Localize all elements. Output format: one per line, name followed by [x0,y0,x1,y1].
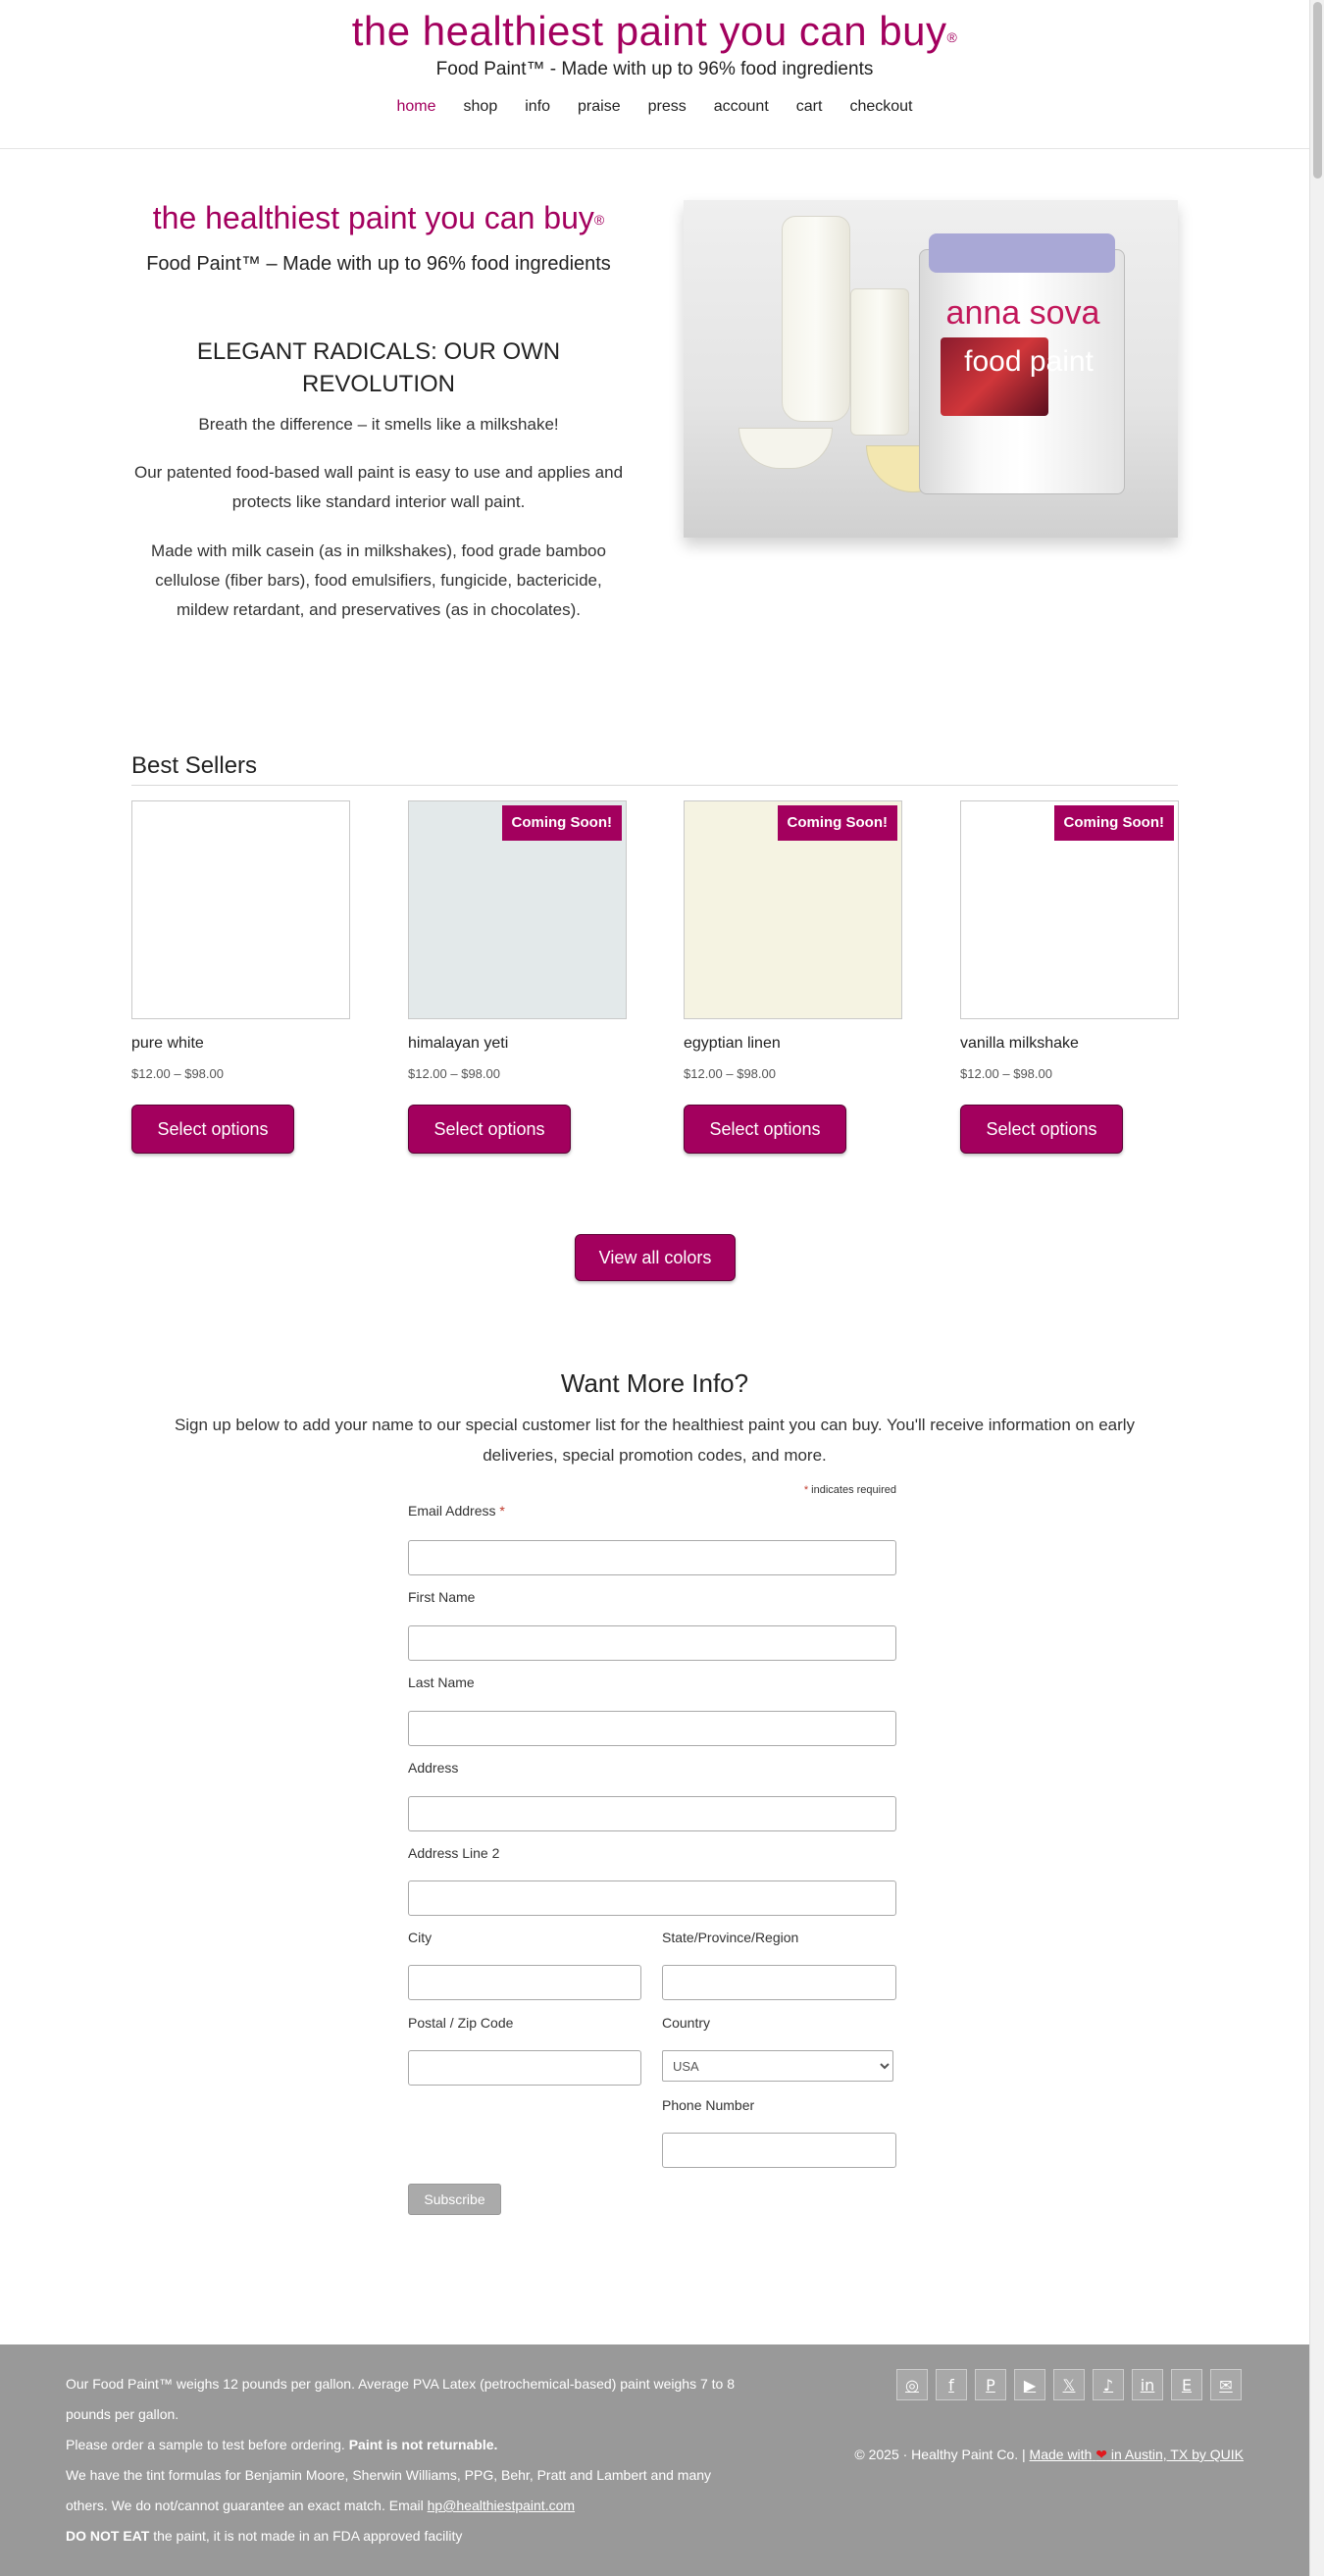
scrollbar-thumb[interactable] [1313,2,1322,179]
product-price: $12.00 – $98.00 [960,1066,1052,1081]
site-title[interactable] [0,8,1309,55]
etsy-icon[interactable]: E [1171,2369,1202,2400]
best-sellers-divider [131,785,1178,786]
nav-press[interactable]: press [647,98,687,115]
product-swatch[interactable] [131,800,350,1019]
hero-registered-mark: ® [593,212,605,228]
phone-label: Phone Number [662,2097,755,2113]
social-links [896,2369,1242,2400]
made-with-text: Made with [1029,2447,1093,2462]
email-label [408,1503,505,1519]
required-note-text: indicates required [811,1484,896,1496]
nav-checkout[interactable]: checkout [849,98,913,115]
first-name-field[interactable] [408,1625,896,1661]
zip-field[interactable] [408,2050,641,2086]
product-name[interactable]: vanilla milkshake [960,1035,1079,1052]
coming-soon-badge: Coming Soon! [778,805,897,841]
main-nav [0,98,1309,116]
milk-carafe [782,216,850,422]
hero-heading: ELEGANT RADICALS: OUR OWN REVOLUTION [196,338,561,397]
signup-description: Sign up below to add your name to our special customer list for the healthiest paint you can buy. You'll receive information on early deliveries, special promotion codes, and more. [174,1416,1136,1465]
hero-subtitle: Food Paint™ – Made with up to 96% food ingredients [146,253,611,275]
footer-weight-note: Our Food Paint™ weighs 12 pounds per gallon. Average PVA Latex (petrochemical-based) paint weighs 7 to 8 pounds per gallon. [66,2376,736,2422]
copyright-text: © 2025 · Healthy Paint Co. | [854,2447,1026,2462]
nav-account[interactable]: account [713,98,769,115]
phone-field[interactable] [662,2133,896,2168]
product-card [960,800,1179,1154]
product-price: $12.00 – $98.00 [131,1066,224,1081]
site-header [0,0,1309,149]
pinterest-icon[interactable]: P [975,2369,1006,2400]
address-field[interactable] [408,1796,896,1831]
coming-soon-badge: Coming Soon! [1054,805,1174,841]
x-icon[interactable]: 𝕏 [1053,2369,1085,2400]
product-name[interactable]: pure white [131,1035,204,1052]
hero-paragraph-2: Our patented food-based wall paint is easy to use and applies and protects like standard interior wall paint. [133,463,624,511]
footer-text [66,2369,752,2551]
product-card [684,800,902,1154]
hero-paragraph-3: Made with milk casein (as in milkshakes), food grade bamboo cellulose (fiber bars), food emulsifiers, fungicide, bactericide, mildew retardant, and preservatives (as in chocolates). [151,541,606,619]
view-all-colors-button[interactable]: View all colors [575,1234,736,1281]
select-options-button[interactable]: Select options [684,1105,846,1154]
select-options-button[interactable]: Select options [960,1105,1123,1154]
product-name[interactable]: himalayan yeti [408,1035,509,1052]
city-field[interactable] [408,1965,641,2000]
footer-do-not-eat: DO NOT EAT [66,2528,150,2544]
can-brand-text: anna sova [945,294,1100,332]
hero-title [131,200,626,236]
footer-email-link[interactable]: hp@healthiestpaint.com [427,2498,576,2513]
email-field[interactable] [408,1540,896,1575]
product-swatch[interactable] [960,800,1179,1019]
vertical-scrollbar[interactable] [1309,0,1324,2576]
footer-do-not-eat-note [66,2521,752,2551]
signup-title: Want More Info? [560,1368,749,1398]
first-name-label: First Name [408,1589,476,1605]
address-line-2-field[interactable] [408,1880,896,1916]
registered-mark: ® [946,29,958,45]
footer-fda-text: the paint, it is not made in an FDA approved facility [153,2528,463,2544]
linkedin-icon[interactable]: in [1132,2369,1163,2400]
product-price: $12.00 – $98.00 [408,1066,500,1081]
facebook-icon[interactable]: f [936,2369,967,2400]
site-title-text[interactable]: the healthiest paint you can buy [351,8,947,54]
last-name-field[interactable] [408,1711,896,1746]
footer-tint-note [66,2460,752,2521]
footer-return-note [66,2430,752,2460]
hero-product-image [684,200,1178,538]
product-card [131,800,350,1154]
made-with-link[interactable] [1030,2447,1244,2462]
city-label: City [408,1930,433,1945]
site-tagline: Food Paint™ - Made with up to 96% food ingredients [435,59,874,79]
email-icon[interactable]: ✉ [1210,2369,1242,2400]
select-options-button[interactable]: Select options [131,1105,294,1154]
nav-info[interactable]: info [525,98,551,115]
hero-paragraph-1: Breath the difference – it smells like a milkshake! [198,415,559,434]
site-footer [0,2344,1309,2576]
product-swatch[interactable] [408,800,627,1019]
address-label: Address [408,1760,459,1776]
email-required-star: * [499,1503,505,1519]
address-line-2-label: Address Line 2 [408,1845,500,1861]
product-card [408,800,627,1154]
product-price: $12.00 – $98.00 [684,1066,776,1081]
footer-not-returnable: Paint is not returnable. [348,2437,498,2452]
coming-soon-badge: Coming Soon! [502,805,622,841]
required-star: * [803,1484,809,1496]
select-options-button[interactable]: Select options [408,1105,571,1154]
email-label-text: Email Address [408,1503,496,1519]
milk-bowl [738,428,833,469]
product-swatch[interactable] [684,800,902,1019]
zip-label: Postal / Zip Code [408,2015,514,2031]
instagram-icon[interactable]: ◎ [896,2369,928,2400]
milk-glass [850,288,909,436]
youtube-icon[interactable]: ▶ [1014,2369,1045,2400]
nav-shop[interactable]: shop [463,98,498,115]
nav-cart[interactable]: cart [795,98,823,115]
nav-home[interactable]: home [396,98,436,115]
subscribe-button[interactable]: Subscribe [408,2184,501,2215]
footer-tint-text: We have the tint formulas for Benjamin Moore, Sherwin Williams, PPG, Behr, Pratt and Lambert and many others. We do not/cannot guarantee an exact match. Email [66,2467,712,2513]
footer-sample-text: Please order a sample to test before ordering. [66,2437,345,2452]
paint-can-lid [929,233,1115,273]
state-field[interactable] [662,1965,896,2000]
can-product-text: food paint [964,345,1094,378]
heart-icon: ❤ [1095,2447,1107,2462]
state-label: State/Province/Region [662,1930,799,1945]
tiktok-icon[interactable]: ♪ [1093,2369,1124,2400]
copyright [745,2447,1244,2463]
made-in-text: in Austin, TX by QUIK [1110,2447,1244,2462]
product-name[interactable]: egyptian linen [684,1035,781,1052]
country-label: Country [662,2015,711,2031]
country-select[interactable] [662,2050,893,2082]
best-sellers-title: Best Sellers [131,752,258,779]
hero-title-text: the healthiest paint you can buy [152,200,594,235]
nav-praise[interactable]: praise [578,98,621,115]
last-name-label: Last Name [408,1674,475,1690]
required-note [408,1484,896,1496]
